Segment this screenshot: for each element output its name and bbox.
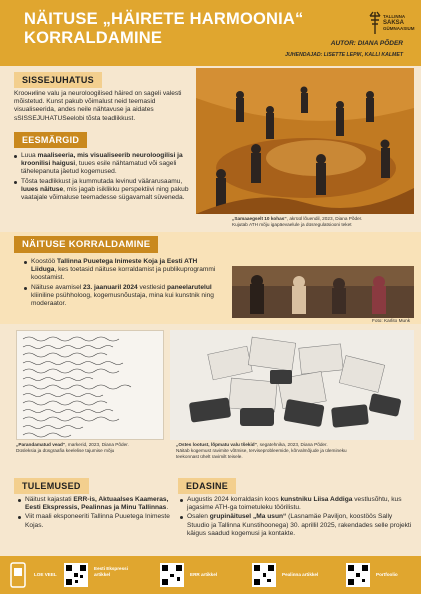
organizing-item-2: Näituse avamisel 23. jaanuaril 2024 vestlesid paneelarutelul kliiniline psühholoog, kogemusnõustaja, mina kui kunstnik ning moderaator. <box>24 284 224 309</box>
logo-symbol-icon <box>368 10 382 36</box>
results-heading: TULEMUSED <box>14 478 89 494</box>
qr-pealinn[interactable] <box>252 563 276 587</box>
sketch-image <box>170 330 414 440</box>
supervisors: JUHENDAJAD: LISETTE LEPIK, KALLI KALMET <box>285 52 403 58</box>
handwriting-artwork <box>16 330 164 440</box>
footer-bar <box>0 556 421 594</box>
goals-list <box>14 152 194 203</box>
painting-samaaegselt <box>196 68 414 214</box>
results-list <box>18 496 176 531</box>
panel-photo <box>232 266 414 318</box>
header-bar <box>0 0 421 66</box>
qr-portfolio-label: Portfoolio <box>376 572 398 577</box>
photo-credit: Foto: Karlito Munk <box>372 318 411 323</box>
intro-heading: SISSEJUHATUS <box>14 72 102 88</box>
qr-portfolio[interactable] <box>346 563 370 587</box>
handwriting-caption: „Parandamatud vead“, markerid, 2023, Diana Põder. Düsleksia ja düsgraafia keelelise tajumise mõju <box>16 442 129 453</box>
sketch-artwork <box>170 330 414 440</box>
panel-photo-image <box>232 266 414 318</box>
qr-code-icon <box>66 565 86 585</box>
school-logo: TALLINNA SAKSA GÜMNAASIUM <box>368 10 412 38</box>
organizing-item-1: Koostöö Tallinna Puuetega Inimeste Koja ja Eesti ATH Liiduga, kes toetasid näituse korraldamist ja publikuprogrammi koostamist. <box>24 258 224 283</box>
next-heading: EDASINE <box>178 478 236 494</box>
handwriting-image <box>17 331 164 440</box>
author-name: AUTOR: DIANA PÕDER <box>330 40 403 47</box>
goal-item-1: Luua maaliseeria, mis visualiseerib neuroloogilisi ja kroonilisi haigusi, tuues esile nähtamatud või sageli tähelepanuta jäetud kogemused. <box>14 152 194 177</box>
see-more-label: LOE VEEL <box>34 572 57 577</box>
painting1-caption: „Samaaegselt 10 kohas“, akrüül lõuendil, 2023, Diana Põder. Kujutab ATH mõju igapäevaelule ja düsregulatsiooni teket <box>232 216 363 227</box>
result-item-1: Näitust kajastati ERR-is, Aktuaalses Kaameras, Eesti Ekspressis, Pealinnas ja Minu Tallinnas. <box>18 496 176 512</box>
next-list <box>180 496 412 539</box>
organizing-list <box>24 258 224 309</box>
result-item-2: Viit maali eksponeeriti Tallinna Puuetega Inimeste Kojas. <box>18 513 176 529</box>
qr-code-icon <box>162 565 182 585</box>
qr-code-icon <box>348 565 368 585</box>
organizing-heading: NÄITUSE KORRALDAMINE <box>14 236 158 253</box>
sketch-caption: „Ostes lootust, lõpmatu valu tšekid“, segatehnika, 2023, Diana Põder. Näitab kogemust ravimite võtmise, terviseprobleemide, kõrvalmõjude ja ülemineku teekonnast ühelt ravimilt teisele. <box>176 442 347 459</box>
intro-text: Kroониline valu ja neuroloogilised häired on sageli valesti mõistetud. Kunst pakub võimalust neid teemasid visualiseerida, andes neile nähtavuse ja aidates sSISSEJUHATUSeelobi tõsta teadlikkust. <box>14 90 182 122</box>
phone-icon <box>8 562 28 588</box>
goals-heading: EESMÄRGID <box>14 132 87 148</box>
qr-err[interactable] <box>160 563 184 587</box>
qr-pealinn-label: Pealinna artikkel <box>282 572 319 577</box>
qr-err-label: ERR artikkel <box>190 572 218 577</box>
qr-ekspress[interactable] <box>64 563 88 587</box>
goal-item-2: Tõsta teadlikkust ja kummutada levinud väärarusaamu, luues näituse, mis jagab isiklikku perspektiivi ning pakub vaatajale võimaluse teemadesse sügavamalt süveneda. <box>14 178 194 203</box>
painting-artwork <box>196 68 414 214</box>
next-item-1: Augustis 2024 korraldasin koos kunstniku Liisa Addiga vestlusõhtu, kus jagasime ATH-ga toimetuleku töörilistu. <box>180 496 412 512</box>
next-item-2: Osalen grupinäitusel „Ma usun“ (Lasnamäe Paviljon, koostöös Sally Stuudio ja Tallinna Kunstihoonega) 30. aprillil 2025, rakendades selle projekti käigus saadud kogemusi ja kontakte. <box>180 513 412 538</box>
qr-code-icon <box>254 565 274 585</box>
qr-ekspress-label: Eesti Ekspressi artikkel <box>94 566 128 577</box>
poster-title: NÄITUSE „HÄIRETE HARMOONIA“ KORRALDAMINE <box>24 10 304 47</box>
